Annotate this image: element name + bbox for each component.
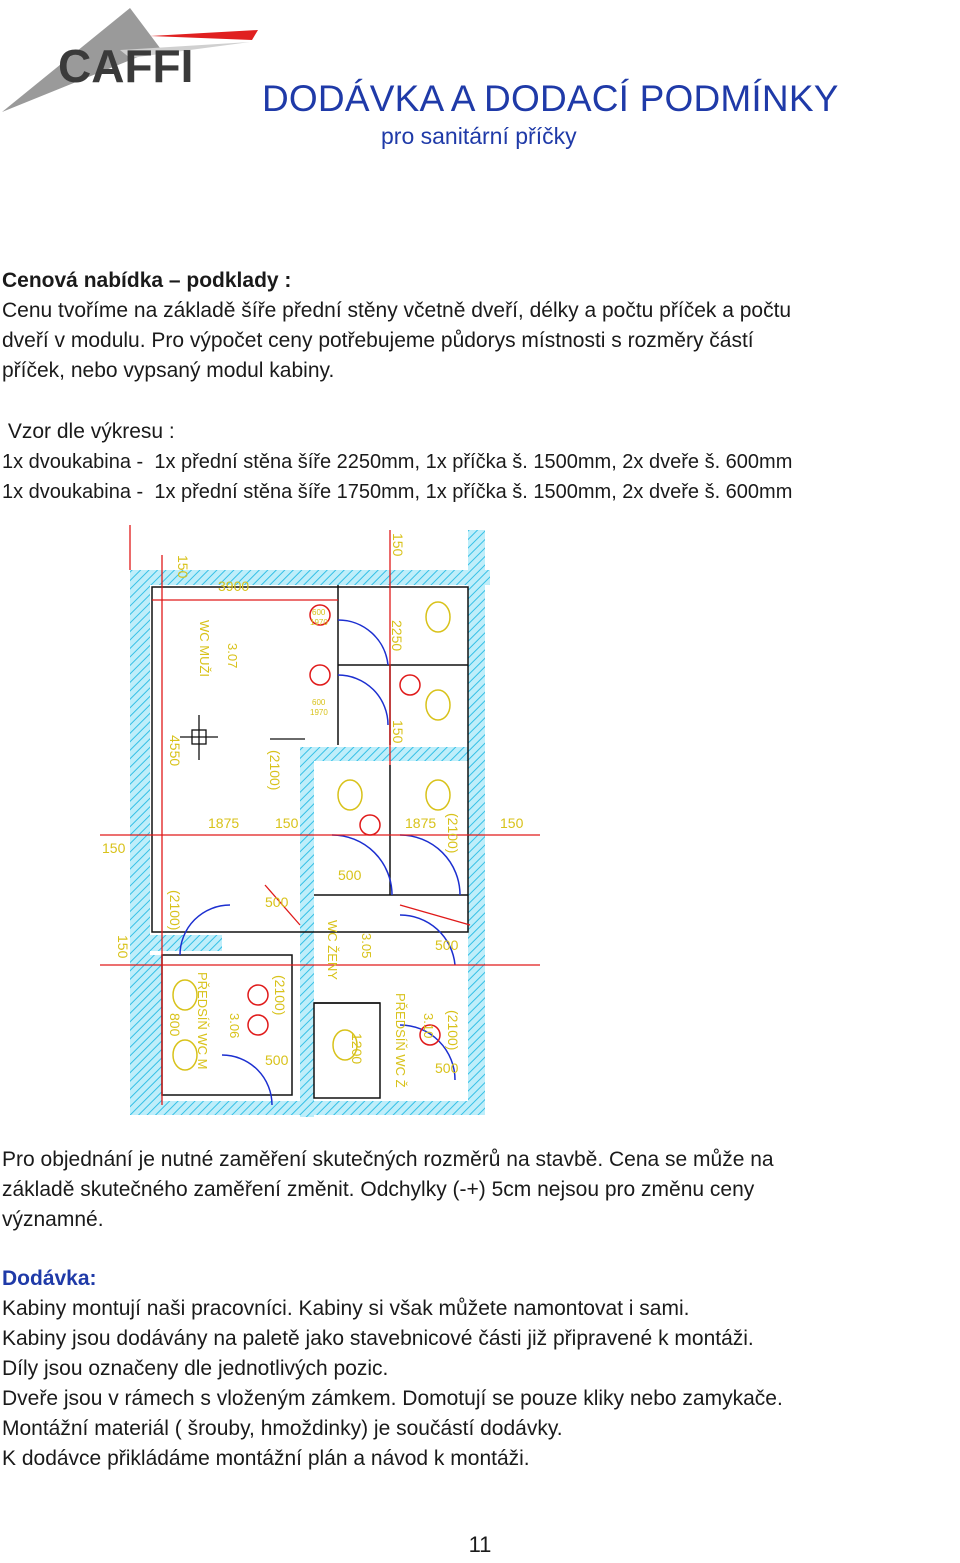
dim-label: (2100) <box>167 890 183 931</box>
pricing-section <box>2 266 958 386</box>
wall-mid-left <box>150 935 222 951</box>
wall-left <box>130 570 150 1115</box>
dim-label: 150 <box>175 555 191 579</box>
order-line: základě skutečného zaměření změnit. Odchylky (-+) 5cm nejsou pro změnu ceny <box>2 1178 755 1201</box>
page-number: 11 <box>468 1532 492 1557</box>
door-label: 1970 <box>310 618 328 627</box>
dim-label: 150 <box>500 815 524 831</box>
page-title: DODÁVKA A DODACÍ PODMÍNKY <box>262 78 839 119</box>
dim-label: 2250 <box>389 620 405 652</box>
wall-inner-left <box>150 955 162 1105</box>
dim-label: (2100) <box>445 1010 461 1051</box>
dim-label: 800 <box>167 1013 183 1037</box>
delivery-line: Díly jsou označeny dle jednotlivých pozic. <box>2 1357 389 1380</box>
wall-mid <box>300 747 468 761</box>
dim-label: 500 <box>338 867 362 883</box>
dim-label: 3900 <box>218 578 250 594</box>
pricing-line: příček, nebo vypsaný modul kabiny. <box>2 359 335 382</box>
example-heading: Vzor dle výkresu : <box>2 420 175 443</box>
room-number: 3.05 <box>359 933 374 959</box>
delivery-line: Kabiny montují naši pracovníci. Kabiny si však můžete namontovat i sami. <box>2 1297 690 1320</box>
delivery-line: Kabiny jsou dodávány na paletě jako stavebnicové části již připravené k montáži. <box>2 1327 754 1350</box>
wall-right <box>468 530 485 1115</box>
dim-label: 150 <box>102 840 126 856</box>
example-line: 1x dvoukabina - 1x přední stěna šíře 2250mm, 1x příčka š. 1500mm, 2x dveře š. 600mm <box>2 451 793 473</box>
room-number: 3.10 <box>421 1013 436 1039</box>
pricing-line: dveří v modulu. Pro výpočet ceny potřebujeme půdorys místnosti s rozměry částí <box>2 329 754 352</box>
page-subtitle: pro sanitární příčky <box>381 123 577 149</box>
room-label: PŘEDSÍŇ WC Ž <box>393 993 408 1088</box>
order-line: Pro objednání je nutné zaměření skutečných rozměrů na stavbě. Cena se může na <box>2 1148 774 1171</box>
dim-label: 1875 <box>208 815 240 831</box>
dim-label: 150 <box>390 720 406 744</box>
floor-plan-drawing <box>100 525 545 1117</box>
delivery-line: K dodávce přikládáme montážní plán a návod k montáži. <box>2 1447 530 1470</box>
delivery-heading: Dodávka: <box>2 1267 97 1290</box>
order-note <box>2 1145 958 1235</box>
company-logo <box>0 0 260 115</box>
door-label: 600 <box>312 698 326 707</box>
delivery-section <box>2 1264 958 1474</box>
dim-label: (2100) <box>267 750 283 791</box>
pricing-heading: Cenová nabídka – podklady : <box>2 269 292 292</box>
dim-label: (2100) <box>445 813 461 854</box>
dim-label: 150 <box>390 533 406 557</box>
dim-label: 150 <box>275 815 299 831</box>
delivery-line: Montážní materiál ( šrouby, hmoždinky) je součástí dodávky. <box>2 1417 563 1440</box>
dim-label: 500 <box>265 1052 289 1068</box>
dim-label: 500 <box>435 1060 459 1076</box>
order-line: významné. <box>2 1208 104 1231</box>
room-number: 3.07 <box>225 643 240 669</box>
room-number: 3.06 <box>227 1013 242 1039</box>
dim-label: 150 <box>115 935 131 959</box>
door-label: 600 <box>312 608 326 617</box>
dim-label: 500 <box>435 937 459 953</box>
dim-label: 1875 <box>405 815 437 831</box>
dim-label: 4550 <box>167 735 183 767</box>
logo-wordmark: CAFFI <box>58 40 194 92</box>
room-label: WC ŽENY <box>325 920 340 980</box>
pricing-line: Cenu tvoříme na základě šíře přední stěny včetně dveří, délky a počtu příček a počtu <box>2 299 792 322</box>
door-label: 1970 <box>310 708 328 717</box>
dim-label: 1200 <box>349 1033 365 1065</box>
room-label: PŘEDSÍŇ WC M <box>195 972 210 1070</box>
room-label: WC MUŽI <box>197 620 212 678</box>
dim-label: (2100) <box>272 975 288 1016</box>
example-section <box>2 417 958 507</box>
example-line: 1x dvoukabina - 1x přední stěna šíře 1750mm, 1x příčka š. 1500mm, 2x dveře š. 600mm <box>2 481 793 503</box>
delivery-line: Dveře jsou v rámech s vloženým zámkem. Domotují se pouze kliky nebo zamykače. <box>2 1387 783 1410</box>
dim-label: 500 <box>265 894 289 910</box>
